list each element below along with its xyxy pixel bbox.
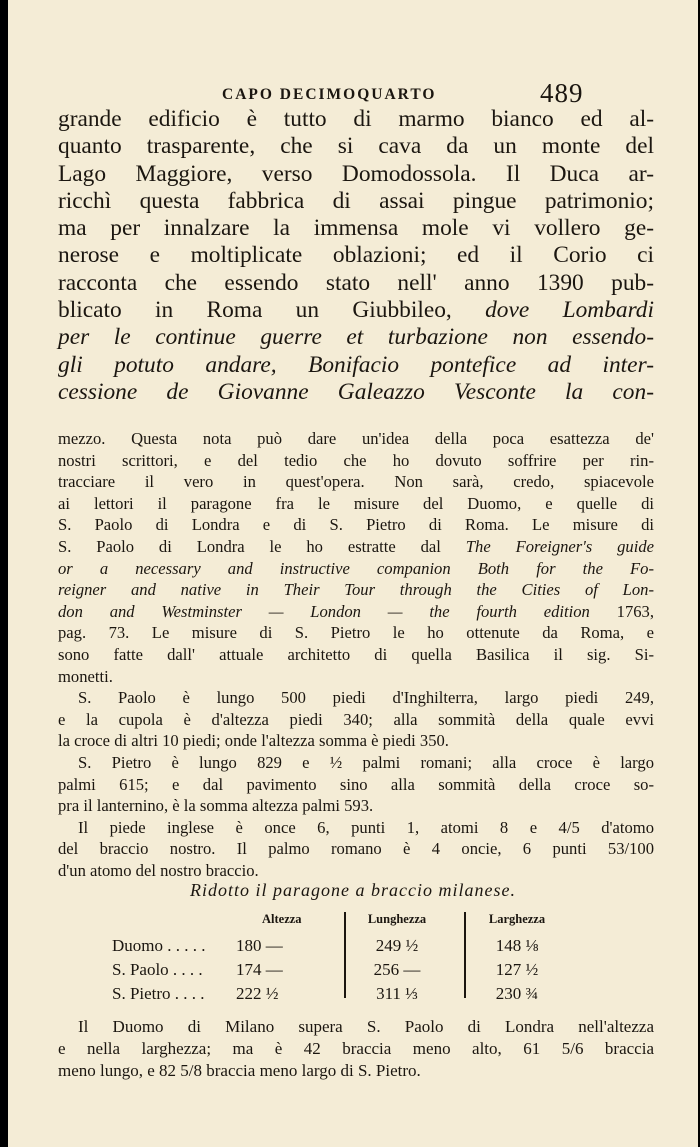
footnote-line: palmi 615; e dal pavimento sino alla sommità della croce so- (58, 774, 654, 794)
footnote-line: del braccio nostro. Il palmo romano è 4 oncie, 6 punti 53/100 (58, 839, 654, 859)
footnote-line: ai lettori il paragone fra le misure del Duomo, e quelle di (58, 493, 654, 513)
table-divider (464, 912, 466, 998)
main-line: Lago Maggiore, verso Domodossola. Il Duca ar- (58, 160, 654, 187)
cell-altezza: 174 — (236, 960, 283, 979)
closing-line: meno lungo, e 82 5/8 braccia meno largo di S. Pietro. (58, 1061, 421, 1080)
column-header-altezza: Altezza (262, 912, 302, 926)
footnote-line: pra il lanternino, è la somma altezza palmi 593. (58, 796, 374, 816)
main-line: grande edificio è tutto di marmo bianco ed al- (58, 106, 654, 132)
main-line: nerose e moltiplicate oblazioni; ed il Corio ci (58, 242, 654, 269)
footnote-line: or a necessary and instructive companion Both for the Fo- (58, 558, 654, 578)
footnote (58, 428, 654, 881)
footnote-line: reigner and native in Their Tour through the Cities of Lon- (58, 580, 654, 600)
comparison-table (112, 912, 592, 1008)
cell-larghezza: 127 ½ (495, 960, 539, 979)
footnote-line: monetti. (58, 666, 113, 686)
footnote-line: pag. 73. Le misure di S. Pietro le ho ottenute da Roma, e (58, 623, 654, 643)
page-number: 489 (540, 78, 584, 108)
table-row (112, 984, 592, 1008)
column-header-lunghezza: Lunghezza (367, 912, 427, 926)
footnote-line: nostri scrittori, e del tedio che ho dovuto soffrire per rin- (58, 450, 654, 470)
main-line: quanto trasparente, che si cava da un monte del (58, 133, 654, 160)
footnote-line: S. Pietro è lungo 829 e ½ palmi romani; alla croce è largo (78, 752, 654, 772)
row-label: Duomo . . . . . (112, 936, 206, 955)
footnote-line: e la cupola è d'altezza piedi 340; alla sommità della quale evvi (58, 709, 654, 729)
footnote-line: S. Paolo di Londra e di S. Pietro di Roma. Le misure di (58, 515, 654, 535)
column-header-larghezza: Larghezza (488, 912, 546, 926)
running-head: CAPO DECIMOQUARTO (222, 86, 437, 103)
row-label: S. Pietro . . . . (112, 984, 205, 1003)
footnote-line: sono fatte dall' attuale architetto di quella Basilica il sig. Si- (58, 644, 654, 664)
cell-altezza: 222 ½ (236, 984, 279, 1003)
closing-paragraph (58, 1016, 654, 1082)
main-line: blicato in Roma un Giubbileo, dove Lombardi (58, 297, 654, 324)
footnote-line: d'un atomo del nostro braccio. (58, 860, 259, 880)
footnote-line: Il piede inglese è once 6, punti 1, atomi 8 e 4/5 d'atomo (78, 817, 654, 837)
cell-altezza: 180 — (236, 936, 283, 955)
book-page (8, 0, 698, 1147)
main-line: gli potuto andare, Bonifacio pontefice ad inter- (58, 351, 654, 378)
main-line: racconta che essendo stato nell' anno 1390 pub- (58, 269, 654, 296)
footnote-line: mezzo. Questa nota può dare un'idea della poca esattezza de' (58, 429, 654, 448)
cell-larghezza: 230 ¾ (495, 984, 539, 1003)
footnote-line: don and Westminster — London — the fourth edition 1763, (58, 601, 654, 621)
cell-lunghezza: 256 — (373, 960, 421, 979)
main-line: cessione de Giovanne Galeazzo Vesconte la con- (58, 378, 654, 405)
footnote-line: la croce di altri 10 piedi; onde l'altezza somma è piedi 350. (58, 731, 449, 751)
table-row (112, 936, 592, 960)
main-line: per le continue guerre et turbazione non essendo- (58, 324, 654, 351)
table-header-row (112, 912, 592, 936)
table-divider (344, 912, 346, 998)
closing-line: Il Duomo di Milano supera S. Paolo di Londra nell'altezza (78, 1017, 654, 1036)
comparison-title: Ridotto il paragone a braccio milanese. (190, 880, 516, 900)
cell-lunghezza: 249 ½ (375, 936, 419, 955)
footnote-line: S. Paolo è lungo 500 piedi d'Inghilterra, largo piedi 249, (78, 688, 654, 708)
footnote-line: tracciare il vero in quest'opera. Non sarà, credo, spiacevole (58, 472, 654, 492)
main-line: ma per innalzare la immensa mole vi vollero ge- (58, 215, 654, 242)
table-row (112, 960, 592, 984)
main-text (58, 106, 654, 406)
footnote-line: S. Paolo di Londra le ho estratte dal The Foreigner's guide (58, 536, 654, 556)
row-label: S. Paolo . . . . (112, 960, 203, 979)
cell-larghezza: 148 ⅛ (495, 936, 539, 955)
cell-lunghezza: 311 ⅓ (376, 984, 418, 1003)
closing-line: e nella larghezza; ma è 42 braccia meno alto, 61 5/6 braccia (58, 1039, 654, 1058)
main-line: ricchì questa fabbrica di assai pingue patrimonio; (58, 187, 654, 214)
